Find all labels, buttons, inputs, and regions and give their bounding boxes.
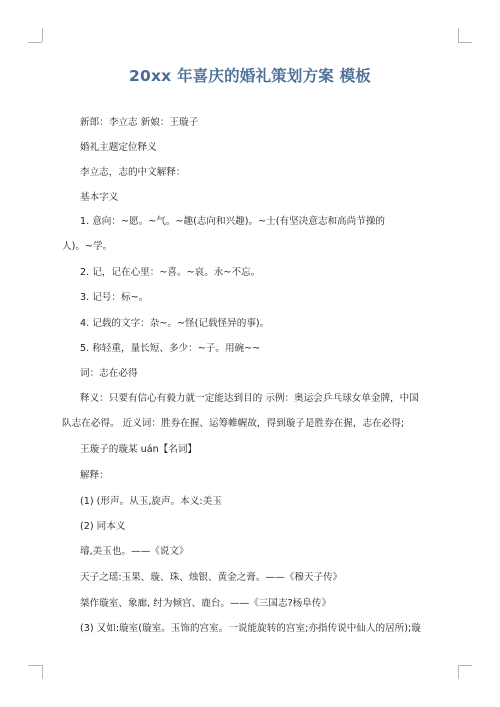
paragraph-line: 释义：只要有信心有毅力就一定能达到目的 示例：奥运会乒乓球女单金牌，中国	[80, 393, 419, 404]
document-title: 20xx 年喜庆的婚礼策划方案 模板	[129, 67, 371, 85]
crop-mark-bottom-right-v	[458, 665, 459, 679]
paragraph-line: (3) 又如:璇室(璇室。玉饰的宫室。一说能旋转的宫室;亦指传说中仙人的居所);璇	[80, 623, 421, 634]
paragraph-line: 词：志在必得	[80, 368, 138, 379]
paragraph-line: (1) (形声。从玉,旋声。本义:美玉	[80, 496, 222, 507]
paragraph-line: (2) 同本义	[80, 521, 126, 532]
paragraph-line: 队志在必得。 近义词：胜券在握、运筹帷幄故，得到璇子是胜券在握，志在必得;	[62, 418, 405, 429]
paragraph-line: 基本字义	[80, 192, 119, 203]
paragraph-line: 天子之瑶:玉果、璇、珠、烛银、黄金之膏。——《穆天子传》	[80, 572, 343, 583]
paragraph-line: 李立志，志的中文解释：	[80, 167, 186, 178]
crop-mark-top-left-h	[28, 42, 42, 43]
paragraph-line: 2. 记，记在心里：~喜。~哀。永~不忘。	[80, 267, 261, 278]
paragraph-line: 人)。~学。	[62, 241, 113, 252]
paragraph-line: 1. 意向：~愿。~气。~趣(志向和兴趣)。~士(有坚决意志和高尚节操的	[80, 216, 386, 227]
crop-mark-bottom-left-h	[28, 665, 42, 666]
paragraph-line: 新郎：李立志 新娘：王璇子	[80, 117, 199, 128]
paragraph-line: 解释：	[80, 470, 109, 481]
crop-mark-top-right-v	[458, 28, 459, 42]
paragraph-line: 桀作璇室、象廊, 纣为倾宫、鹿台。——《三国志?杨阜传》	[80, 598, 332, 609]
crop-mark-top-left-v	[42, 28, 43, 42]
paragraph-line: 王璇子的璇某 uán【名词】	[80, 444, 198, 455]
paragraph-line: 璿,美玉也。——《说文》	[80, 546, 189, 557]
paragraph-line: 5. 称轻重，量长短、多少：~子。用碗~~	[80, 343, 261, 354]
crop-mark-bottom-left-v	[42, 665, 43, 679]
paragraph-line: 婚礼主题定位释义	[80, 142, 157, 153]
crop-mark-bottom-right-h	[458, 665, 472, 666]
crop-mark-top-right-h	[458, 42, 472, 43]
paragraph-line: 3. 记号：标~。	[80, 292, 149, 303]
paragraph-line: 4. 记载的文字：杂~。~怪(记载怪异的事)。	[80, 318, 270, 329]
